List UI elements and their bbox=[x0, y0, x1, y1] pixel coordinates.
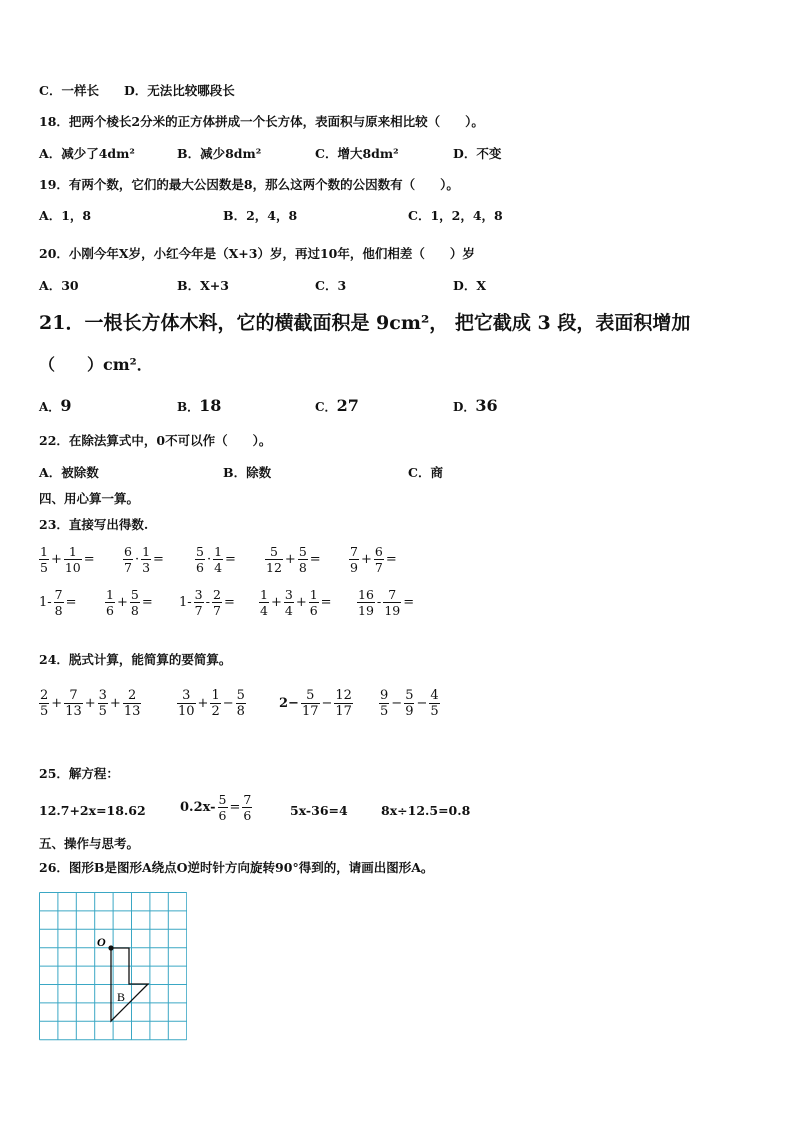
q23-expr-7: $\frac{1}{6}$ + $\frac{5}{8}$ = bbox=[106, 587, 153, 618]
q21-stem-line1: 21．一根长方体木料，它的横截面积是 9cm²， 把它截成 3 段，表面积增加 bbox=[39, 312, 691, 334]
q21-option-d-value: 36 bbox=[475, 396, 498, 415]
fraction: $\frac{7}{9}$ bbox=[350, 544, 358, 575]
q17-options: C．一样长 D．无法比较哪段长 bbox=[39, 83, 235, 98]
fraction: $\frac{2}{5}$ bbox=[40, 688, 49, 719]
fraction: $\frac{5}{6}$ bbox=[196, 544, 204, 575]
fraction: $\frac{3}{5}$ bbox=[98, 688, 107, 719]
fraction: $\frac{1}{10}$ bbox=[64, 544, 81, 575]
fraction: $\frac{7}{19}$ bbox=[384, 587, 401, 618]
q21-option-a-letter: A． bbox=[39, 400, 61, 414]
q22-stem: 22．在除法算式中，0不可以作（ ）。 bbox=[39, 433, 272, 448]
fraction: $\frac{1}{2}$ bbox=[211, 688, 220, 719]
q25-equation-2: 0.2x- $\frac{5}{6}$ = $\frac{7}{6}$ bbox=[180, 792, 252, 823]
fraction: $\frac{1}{5}$ bbox=[40, 544, 48, 575]
q24-expr-3: 2− $\frac{5}{17}$ − $\frac{12}{17}$ bbox=[279, 688, 352, 719]
q19-option-a: A．1，8 bbox=[39, 208, 92, 223]
fraction: $\frac{5}{8}$ bbox=[236, 688, 245, 719]
fraction: $\frac{1}{4}$ bbox=[260, 587, 268, 618]
q19-stem: 19．有两个数，它们的最大公因数是8，那么这两个数的公因数有（ ）。 bbox=[39, 177, 459, 192]
q21-option-a bbox=[39, 396, 71, 416]
q21-option-c-letter: C． bbox=[315, 400, 337, 414]
q23-expr-5: $\frac{7}{9}$ + $\frac{6}{7}$ = bbox=[350, 544, 397, 575]
q25-equation-1: 12.7+2x=18.62 bbox=[39, 803, 146, 818]
q20-option-b: B．X+3 bbox=[177, 278, 229, 293]
q23-expr-1: $\frac{1}{5}$ + $\frac{1}{10}$ = bbox=[40, 544, 95, 575]
q26-stem: 26．图形B是图形A绕点O逆时针方向旋转90°得到的，请画出图形A。 bbox=[39, 860, 434, 875]
q25-stem: 25．解方程： bbox=[39, 766, 119, 781]
q20-option-a: A．30 bbox=[39, 278, 79, 293]
shape-b-label: B bbox=[117, 990, 126, 1004]
fraction: $\frac{1}{6}$ bbox=[106, 587, 114, 618]
q22-option-b: B．除数 bbox=[223, 465, 272, 480]
q23-expr-3: $\frac{5}{6}$ · $\frac{1}{4}$ = bbox=[196, 544, 236, 575]
fraction: $\frac{4}{5}$ bbox=[430, 688, 439, 719]
fraction: $\frac{5}{17}$ bbox=[301, 688, 319, 719]
q21-stem-line2: （ ）cm²． bbox=[39, 355, 153, 374]
fraction: $\frac{16}{19}$ bbox=[358, 587, 374, 618]
q21-option-b-letter: B． bbox=[177, 400, 200, 414]
q23-expr-10: $\frac{16}{19}$ - $\frac{7}{19}$ = bbox=[358, 587, 415, 618]
point-o-label: O bbox=[97, 935, 106, 949]
fraction: $\frac{7}{8}$ bbox=[54, 587, 63, 618]
fraction: $\frac{12}{17}$ bbox=[335, 688, 352, 719]
q25-equation-3: 5x-36=4 bbox=[290, 803, 348, 818]
q19-option-c: C．1，2，4，8 bbox=[408, 208, 503, 223]
fraction: $\frac{5}{8}$ bbox=[298, 544, 307, 575]
fraction: $\frac{1}{4}$ bbox=[214, 544, 223, 575]
fraction: $\frac{2}{13}$ bbox=[123, 688, 141, 719]
q24-stem: 24．脱式计算，能简算的要简算。 bbox=[39, 652, 232, 667]
q25-equation-4: 8x÷12.5=0.8 bbox=[381, 803, 471, 818]
q21-option-d-letter: D． bbox=[453, 400, 476, 414]
q21-option-b bbox=[177, 396, 221, 416]
q18-stem: 18．把两个棱长2分米的正方体拼成一个长方体，表面积与原来相比较（ ）。 bbox=[39, 114, 484, 129]
q23-expr-2: $\frac{6}{7}$ · $\frac{1}{3}$ = bbox=[124, 544, 164, 575]
fraction: $\frac{7}{13}$ bbox=[65, 688, 82, 719]
fraction: $\frac{1}{3}$ bbox=[142, 544, 151, 575]
q24-expr-4: $\frac{9}{5}$ − $\frac{5}{9}$ − $\frac{4}{5}$ bbox=[380, 688, 439, 719]
fraction: $\frac{1}{6}$ bbox=[309, 587, 318, 618]
fraction: $\frac{5}{6}$ bbox=[218, 792, 227, 823]
q18-option-d: D．不变 bbox=[453, 146, 502, 161]
fraction: $\frac{5}{8}$ bbox=[130, 587, 139, 618]
q20-option-c: C．3 bbox=[315, 278, 347, 293]
fraction: $\frac{3}{7}$ bbox=[194, 587, 203, 618]
q18-option-c: C．增大8dm² bbox=[315, 146, 399, 161]
q22-option-c: C．商 bbox=[408, 465, 443, 480]
fraction: $\frac{3}{4}$ bbox=[284, 587, 293, 618]
fraction: $\frac{9}{5}$ bbox=[380, 688, 389, 719]
q18-option-b: B．减少8dm² bbox=[177, 146, 262, 161]
fraction: $\frac{5}{12}$ bbox=[266, 544, 282, 575]
fraction: $\frac{3}{10}$ bbox=[178, 688, 195, 719]
q20-option-d: D．X bbox=[453, 278, 487, 293]
q21-option-c bbox=[315, 396, 359, 416]
point-o bbox=[108, 945, 113, 950]
fraction: $\frac{7}{6}$ bbox=[243, 792, 252, 823]
q23-expr-4: $\frac{5}{12}$ + $\frac{5}{8}$ = bbox=[266, 544, 321, 575]
q21-option-d bbox=[453, 396, 498, 416]
q21-option-a-value: 9 bbox=[60, 396, 72, 415]
rotation-grid bbox=[39, 892, 187, 1042]
section-5-heading: 五、操作与思考。 bbox=[39, 836, 140, 851]
q20-stem: 20．小刚今年X岁，小红今年是（X+3）岁，再过10年，他们相差（ ）岁 bbox=[39, 246, 475, 261]
fraction: $\frac{6}{7}$ bbox=[124, 544, 132, 575]
q19-option-b: B．2，4，8 bbox=[223, 208, 298, 223]
grid-lines bbox=[40, 893, 187, 1040]
section-4-heading: 四、用心算一算。 bbox=[39, 491, 140, 506]
q22-option-a: A．被除数 bbox=[39, 465, 99, 480]
q21-option-b-value: 18 bbox=[199, 396, 222, 415]
fraction: $\frac{5}{9}$ bbox=[405, 688, 414, 719]
q21-option-c-value: 27 bbox=[336, 396, 359, 415]
q24-expr-1: $\frac{2}{5}$ + $\frac{7}{13}$ + $\frac{3}{5}$ + $\frac{2}{13}$ bbox=[40, 688, 141, 719]
fraction: $\frac{6}{7}$ bbox=[374, 544, 383, 575]
fraction: $\frac{2}{7}$ bbox=[213, 587, 221, 618]
q24-expr-2: $\frac{3}{10}$ + $\frac{1}{2}$ − $\frac{5}{8}$ bbox=[178, 688, 245, 719]
q23-stem: 23．直接写出得数. bbox=[39, 517, 149, 532]
q23-expr-8: 1- $\frac{3}{7}$ - $\frac{2}{7}$ = bbox=[179, 587, 235, 618]
q18-option-a: A．减少了4dm² bbox=[39, 146, 135, 161]
q23-expr-9: $\frac{1}{4}$ + $\frac{3}{4}$ + $\frac{1}{6}$ = bbox=[260, 587, 332, 618]
q23-expr-6: 1- $\frac{7}{8}$ = bbox=[39, 587, 77, 618]
